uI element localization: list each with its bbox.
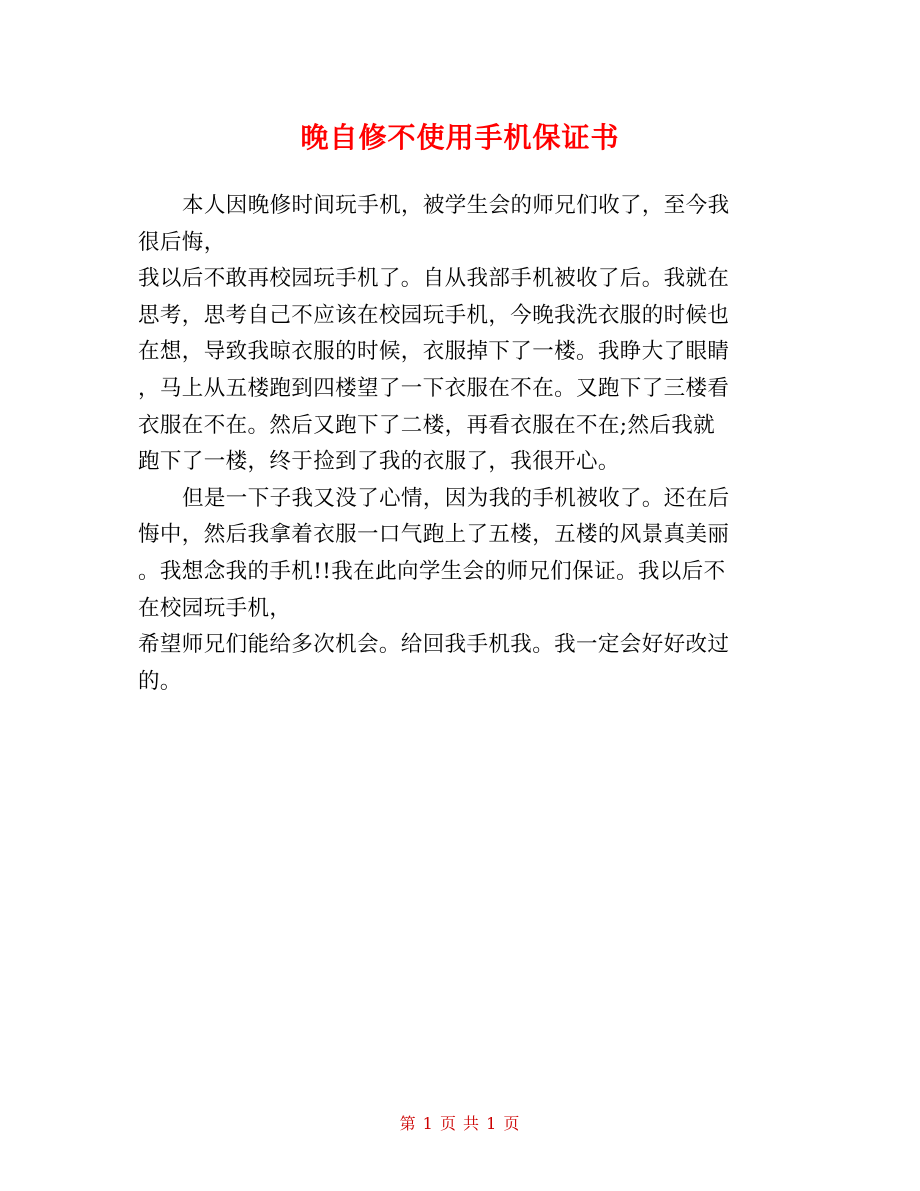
body-line: 思考，思考自己不应该在校园玩手机，今晚我洗衣服的时候也	[138, 302, 730, 328]
body-line: ，马上从五楼跑到四楼望了一下衣服在不在。又跑下了三楼看	[138, 375, 730, 401]
body-line: 的。	[138, 668, 182, 694]
body-line: 。我想念我的手机!!我在此向学生会的师兄们保证。我以后不	[138, 558, 726, 584]
document-body	[138, 188, 788, 700]
body-line: 我以后不敢再校园玩手机了。自从我部手机被收了后。我就在	[138, 266, 730, 292]
body-line: 跑下了一楼，终于捡到了我的衣服了，我很开心。	[138, 449, 620, 475]
body-line: 但是一下子我又没了心情，因为我的手机被收了。还在后	[182, 485, 730, 511]
body-line: 本人因晚修时间玩手机，被学生会的师兄们收了，至今我	[182, 193, 730, 218]
body-line: 在校园玩手机，	[138, 595, 292, 621]
body-line: 希望师兄们能给多次机会。给回我手机我。我一定会好好改过	[138, 632, 730, 658]
body-line: 衣服在不在。然后又跑下了二楼，再看衣服在不在;然后我就	[138, 412, 716, 438]
body-line: 在想，导致我晾衣服的时候，衣服掉下了一楼。我睁大了眼睛	[138, 339, 730, 365]
body-line: 悔中，然后我拿着衣服一口气跑上了五楼，五楼的风景真美丽	[138, 522, 730, 548]
document-title: 晚自修不使用手机保证书	[300, 121, 620, 154]
page-number-footer: 第 1 页 共 1 页	[399, 1114, 521, 1133]
body-line: 很后悔，	[138, 229, 226, 255]
